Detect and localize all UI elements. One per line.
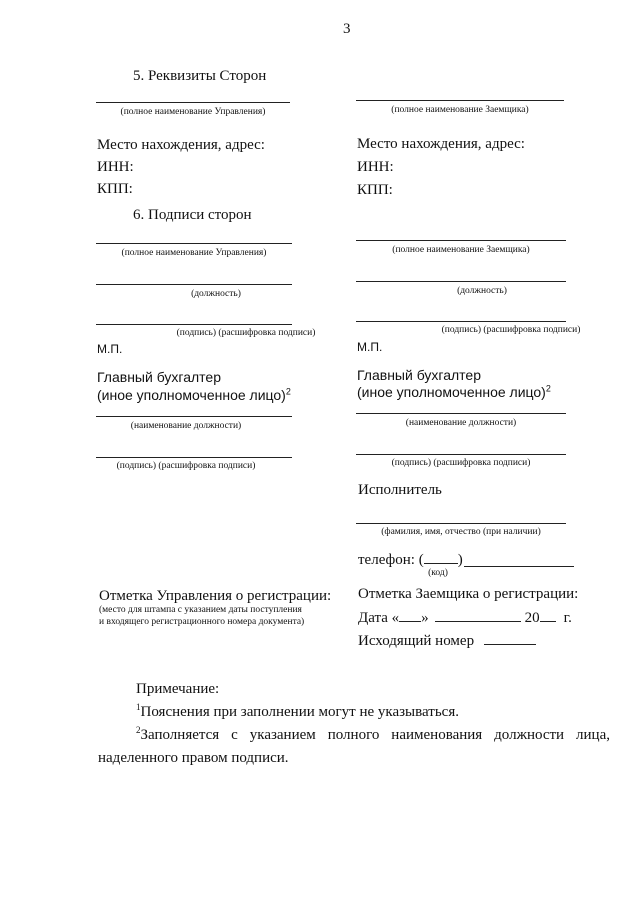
right-authorized-person: (иное уполномоченное лицо)$^2$ bbox=[357, 383, 551, 400]
left-chief-accountant: Главный бухгалтер bbox=[97, 369, 221, 385]
right-signature-line bbox=[356, 321, 566, 322]
right-acc-signature-line bbox=[356, 454, 566, 455]
right-position-line bbox=[356, 281, 566, 282]
left-name-caption: (полное наименование Управления) bbox=[120, 107, 266, 117]
executor-label: Исполнитель bbox=[358, 482, 442, 498]
footnote-2-line1: $^2$Заполняется с указанием полного наименования должности лица, bbox=[136, 725, 610, 743]
left-stamp-place: М.П. bbox=[97, 342, 123, 356]
footnote-2-line2: наделенного правом подписи. bbox=[98, 750, 289, 766]
executor-caption: (фамилия, имя, отчество (при наличии) bbox=[381, 527, 541, 537]
right-kpp-label: КПП: bbox=[357, 182, 393, 198]
right-acc-position-line bbox=[356, 413, 566, 414]
left-inn-label: ИНН: bbox=[97, 159, 134, 175]
left-name-line bbox=[96, 102, 290, 103]
right-inn-label: ИНН: bbox=[357, 159, 394, 175]
right-address-label: Место нахождения, адрес: bbox=[357, 136, 525, 152]
right-stamp-place: М.П. bbox=[357, 340, 383, 354]
left-registration-mark: Отметка Управления о регистрации: bbox=[99, 588, 332, 604]
section6-title: 6. Подписи сторон bbox=[133, 207, 252, 223]
right-acc-position-caption: (наименование должности) bbox=[405, 418, 517, 428]
left-sign-name-line bbox=[96, 243, 292, 244]
phone-number-line bbox=[464, 566, 574, 567]
left-stamp-note-1: (место для штампа с указанием даты поступления bbox=[99, 605, 302, 615]
right-chief-accountant: Главный бухгалтер bbox=[357, 367, 481, 383]
right-registration-mark: Отметка Заемщика о регистрации: bbox=[358, 586, 579, 602]
note-title: Примечание: bbox=[136, 681, 220, 697]
page-number: 3 bbox=[343, 21, 351, 37]
right-name-caption: (полное наименование Заемщика) bbox=[391, 105, 529, 115]
right-signature-caption: (подпись) (расшифровка подписи) bbox=[441, 325, 581, 335]
left-signature-caption: (подпись) (расшифровка подписи) bbox=[176, 328, 316, 338]
left-address-label: Место нахождения, адрес: bbox=[97, 137, 265, 153]
left-authorized-person: (иное уполномоченное лицо)$^2$ bbox=[97, 386, 291, 403]
left-stamp-note-2: и входящего регистрационного номера документа) bbox=[99, 617, 305, 627]
date-field: Дата « » 20 г. bbox=[358, 610, 572, 626]
right-acc-signature-caption: (подпись) (расшифровка подписи) bbox=[391, 458, 531, 468]
left-signature-line bbox=[96, 324, 292, 325]
left-sign-name-caption: (полное наименование Управления) bbox=[121, 248, 267, 258]
left-acc-position-caption: (наименование должности) bbox=[130, 421, 242, 431]
left-position-caption: (должность) bbox=[191, 289, 241, 299]
outgoing-number-field: Исходящий номер bbox=[358, 632, 536, 650]
left-acc-signature-line bbox=[96, 457, 292, 458]
left-kpp-label: КПП: bbox=[97, 181, 133, 197]
executor-line bbox=[356, 523, 566, 524]
left-acc-signature-caption: (подпись) (расшифровка подписи) bbox=[116, 461, 256, 471]
right-name-line bbox=[356, 100, 564, 101]
footnote-1: $^1$Пояснения при заполнении могут не указываться. bbox=[136, 702, 459, 720]
phone-code-caption: (код) bbox=[428, 568, 448, 578]
section5-title: 5. Реквизиты Сторон bbox=[133, 68, 267, 84]
right-sign-name-caption: (полное наименование Заемщика) bbox=[392, 245, 530, 255]
phone-label: телефон: ( ) bbox=[358, 552, 463, 568]
left-position-line bbox=[96, 284, 292, 285]
left-acc-position-line bbox=[96, 416, 292, 417]
right-position-caption: (должность) bbox=[457, 286, 507, 296]
right-sign-name-line bbox=[356, 240, 566, 241]
